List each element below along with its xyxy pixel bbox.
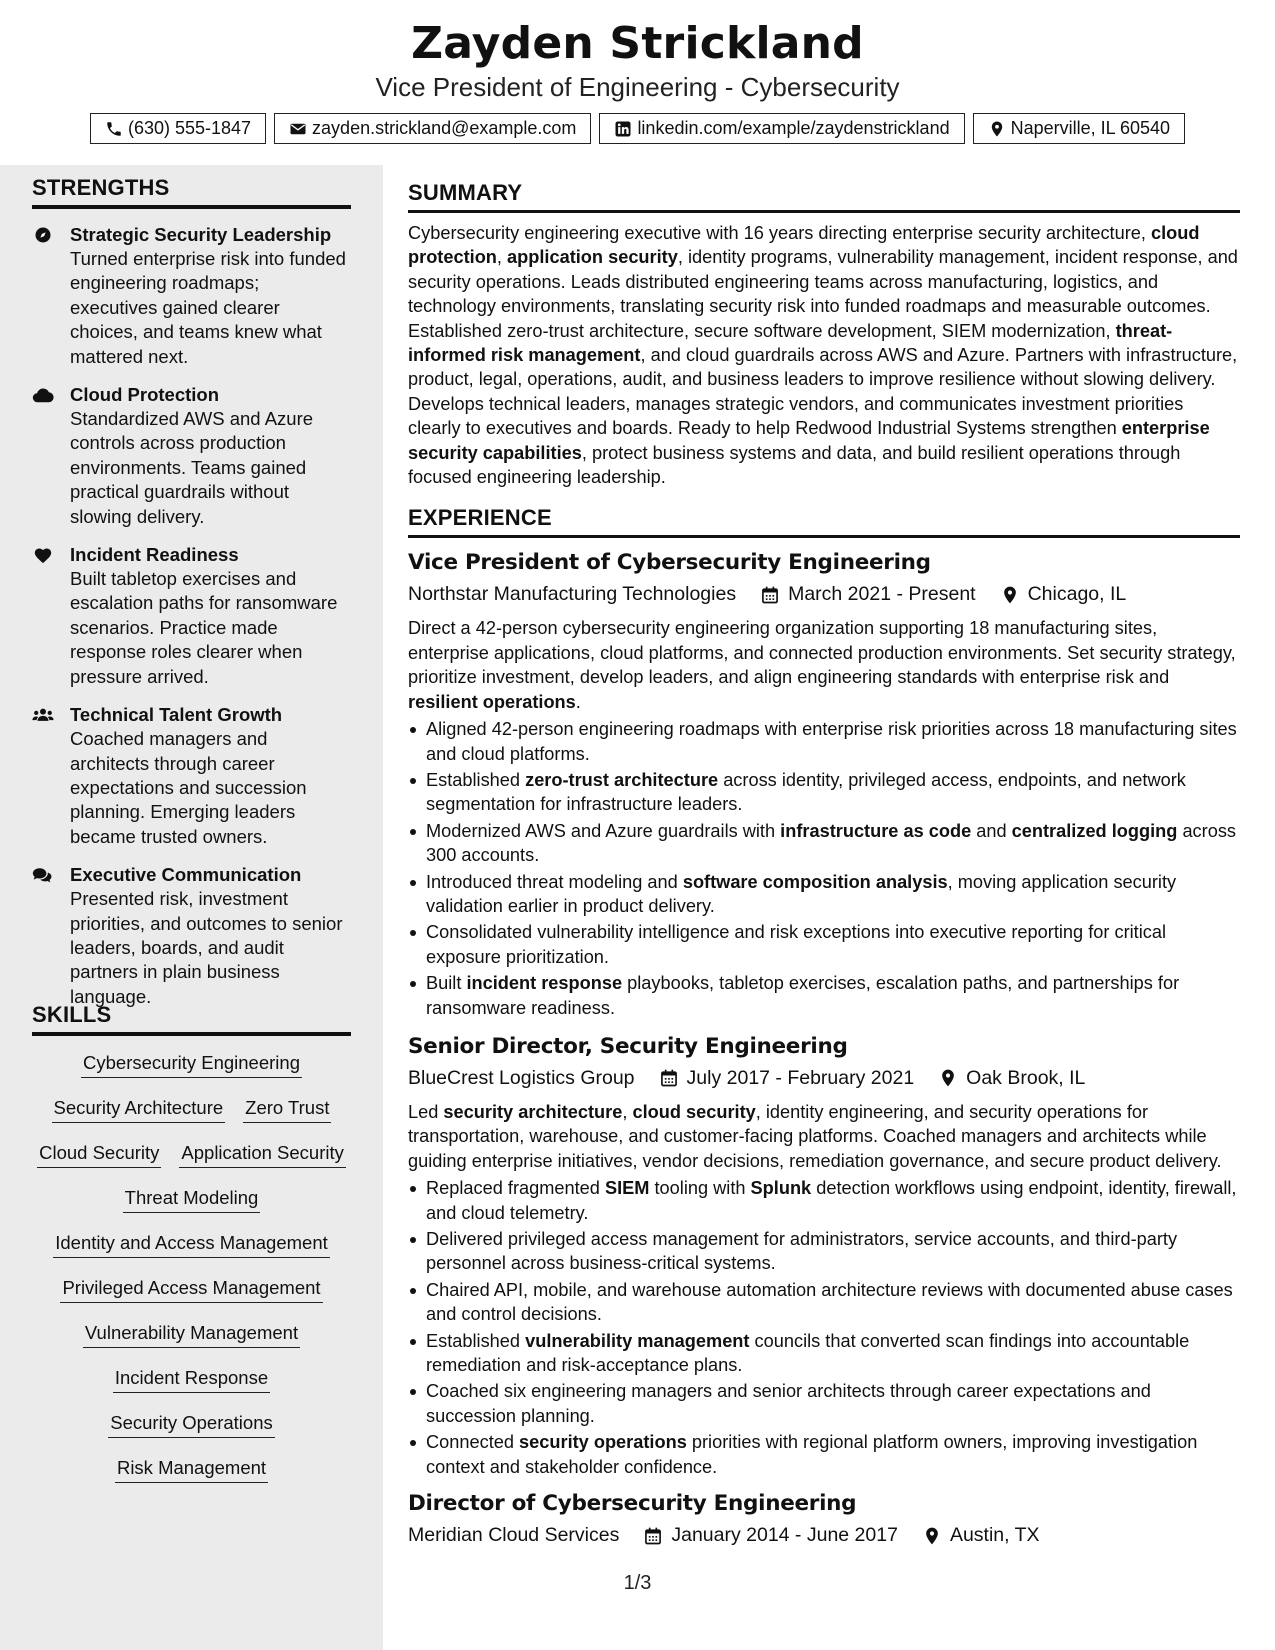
phone-icon <box>105 120 123 138</box>
strength-name: Strategic Security Leadership <box>70 224 332 245</box>
experience-list <box>408 550 1240 1547</box>
list-item: Consolidated vulnerability intelligence and risk exceptions into executive reporting for critical exposure prioritization. <box>408 920 1240 969</box>
skill-tag: Security Operations <box>108 1412 274 1438</box>
job-meta <box>408 1524 1240 1547</box>
location-icon <box>922 1526 942 1546</box>
list-item: Aligned 42-person engineering roadmaps with enterprise risk priorities across 18 manufacturing sites and cloud platforms. <box>408 717 1240 766</box>
contact-location-text: Naperville, IL 60540 <box>1010 118 1171 138</box>
job-title: Vice President of Cybersecurity Engineering <box>408 550 931 576</box>
strength-item <box>32 863 351 1009</box>
list-item: Chaired API, mobile, and warehouse automation architecture reviews with documented abuse cases and control decisions. <box>408 1278 1240 1327</box>
location-icon <box>938 1068 958 1088</box>
skills-section <box>32 1002 351 1502</box>
location-icon <box>1000 585 1020 605</box>
email-icon <box>289 120 307 138</box>
list-item: Replaced fragmented SIEM tooling with Splunk detection workflows using endpoint, identity, firewall, and cloud telemetry. <box>408 1176 1240 1225</box>
skill-tag: Privileged Access Management <box>60 1277 322 1303</box>
job-location: Oak Brook, IL <box>966 1066 1086 1089</box>
job-bullets <box>408 1176 1240 1479</box>
list-item: Introduced threat modeling and software composition analysis, moving application security validation earlier in product delivery. <box>408 870 1240 919</box>
contact-bar <box>0 113 1275 144</box>
skills-list <box>32 1052 351 1502</box>
strength-desc: Built tabletop exercises and escalation paths for ransomware scenarios. Practice made response roles clearer when pressure arrived. <box>70 568 338 687</box>
skill-tag: Zero Trust <box>243 1097 331 1123</box>
strength-desc: Coached managers and architects through career expectations and succession planning. Emerging leaders became trusted owners. <box>70 728 307 847</box>
skill-tag: Application Security <box>179 1142 345 1168</box>
contact-linkedin-text: linkedin.com/example/zaydenstrickland <box>637 118 950 138</box>
strength-desc: Standardized AWS and Azure controls across production environments. Teams gained practical guardrails without slowing delivery. <box>70 408 314 527</box>
contact-phone-text: (630) 555-1847 <box>127 118 252 138</box>
heart-icon <box>32 543 70 689</box>
strength-item <box>32 703 351 849</box>
list-item: Connected security operations priorities with regional platform owners, improving investigation context and stakeholder confidence. <box>408 1430 1240 1479</box>
strengths-section <box>32 175 351 1009</box>
strength-item <box>32 223 351 369</box>
job-location: Austin, TX <box>949 1524 1040 1547</box>
comments-icon <box>32 863 70 1009</box>
job-entry <box>408 1491 1240 1547</box>
strength-name: Technical Talent Growth <box>70 704 283 726</box>
strength-desc: Presented risk, investment priorities, and outcomes to senior leaders, boards, and audit partners in plain business language. <box>70 888 343 1007</box>
list-item: Coached six engineering managers and senior architects through career expectations and succession planning. <box>408 1379 1240 1428</box>
page-number: 1/3 <box>623 1572 652 1594</box>
skill-tag: Security Architecture <box>52 1097 226 1123</box>
strength-desc: Turned enterprise risk into funded engineering roadmaps; executives gained clearer choices, and teams knew what mattered next. <box>70 248 346 367</box>
calendar-icon <box>760 585 780 605</box>
job-bullets <box>408 717 1240 1020</box>
list-item: Delivered privileged access management for administrators, service accounts, and third-party personnel across business-critical systems. <box>408 1227 1240 1276</box>
candidate-name: Zayden Strickland <box>411 18 864 69</box>
contact-linkedin[interactable] <box>599 113 964 144</box>
experience-heading: EXPERIENCE <box>408 505 1240 538</box>
job-dates: July 2017 - February 2021 <box>686 1066 915 1089</box>
job-title: Director of Cybersecurity Engineering <box>408 1491 857 1517</box>
strength-item <box>32 383 351 529</box>
compass-icon <box>32 223 70 369</box>
job-entry <box>408 550 1240 1020</box>
contact-location <box>973 113 1185 144</box>
job-company: BlueCrest Logistics Group <box>408 1066 635 1089</box>
contact-email[interactable] <box>274 113 591 144</box>
skill-tag: Cloud Security <box>37 1142 161 1168</box>
resume-header <box>0 0 1275 165</box>
strength-item <box>32 543 351 689</box>
cloud-icon <box>32 383 70 529</box>
summary-text: Cybersecurity engineering executive with 16 years directing enterprise security architecture, cloud protection, application security, identity programs, vulnerability management, incident response, and security operations. Leads distributed engineering teams across manufacturing, logistics, and technology environments, translating security risk into funded roadmaps and measurable outcomes. Established zero-trust architecture, secure software development, SIEM modernization, threat-informed risk management, and cloud guardrails across AWS and Azure. Partners with infrastructure, product, legal, operations, audit, and business leaders to improve resilience without slowing delivery. Develops technical leaders, manages strategic vendors, and communicates investment priorities clearly to executives and boards. Ready to help Redwood Industrial Systems strengthen enterprise security capabilities, protect business systems and data, and build resilient operations through focused engineering leadership. <box>408 223 1238 488</box>
strengths-heading: STRENGTHS <box>32 175 351 209</box>
job-meta <box>408 1067 1240 1090</box>
job-title: Senior Director, Security Engineering <box>408 1033 848 1059</box>
job-dates: January 2014 - June 2017 <box>671 1524 898 1547</box>
skill-tag: Vulnerability Management <box>83 1322 300 1348</box>
list-item: Modernized AWS and Azure guardrails with infrastructure as code and centralized logging across 300 accounts. <box>408 819 1240 868</box>
list-item: Established zero-trust architecture across identity, privileged access, endpoints, and network segmentation for infrastructure leaders. <box>408 768 1240 817</box>
skills-heading: SKILLS <box>32 1002 351 1036</box>
skill-tag: Cybersecurity Engineering <box>81 1052 302 1078</box>
skill-tag: Risk Management <box>115 1457 268 1483</box>
strength-name: Incident Readiness <box>70 544 239 566</box>
contact-email-text: zayden.strickland@example.com <box>312 118 577 138</box>
skill-tag: Identity and Access Management <box>53 1232 330 1258</box>
list-item: Established vulnerability management councils that converted scan findings into accountable remediation and risk-acceptance plans. <box>408 1329 1240 1378</box>
skill-tag: Incident Response <box>113 1367 270 1393</box>
sidebar <box>0 165 383 1650</box>
calendar-icon <box>643 1526 663 1546</box>
skill-tag: Threat Modeling <box>123 1187 261 1213</box>
linkedin-icon <box>614 120 632 138</box>
summary-heading: SUMMARY <box>408 180 1240 213</box>
job-entry <box>408 1034 1240 1479</box>
job-company: Meridian Cloud Services <box>408 1524 620 1547</box>
contact-phone[interactable] <box>90 113 266 144</box>
list-item: Built incident response playbooks, tabletop exercises, escalation paths, and partnerships for ransomware readiness. <box>408 971 1240 1020</box>
job-company: Northstar Manufacturing Technologies <box>408 583 737 606</box>
job-location: Chicago, IL <box>1027 583 1127 606</box>
job-dates: March 2021 - Present <box>788 583 976 606</box>
job-description: Direct a 42-person cybersecurity engineering organization supporting 18 manufacturing sites, enterprise applications, cloud platforms, and connected production environments. Set security strategy, prioritize investment, develop leaders, and align engineering standards with enterprise risk and resilient operations. <box>408 618 1236 712</box>
location-icon <box>988 120 1006 138</box>
strength-name: Cloud Protection <box>70 384 220 406</box>
users-icon <box>32 703 70 849</box>
calendar-icon <box>659 1068 679 1088</box>
job-meta <box>408 583 1240 606</box>
candidate-title: Vice President of Engineering - Cybersecurity <box>375 72 900 102</box>
strength-name: Executive Communication <box>70 864 302 886</box>
main-content <box>408 180 1240 1547</box>
job-description: Led security architecture, cloud security, identity engineering, and security operations for transportation, warehouse, and customer-facing platforms. Coached managers and architects while guiding enterprise initiatives, vendor decisions, remediation governance, and secure product delivery. <box>408 1101 1222 1171</box>
